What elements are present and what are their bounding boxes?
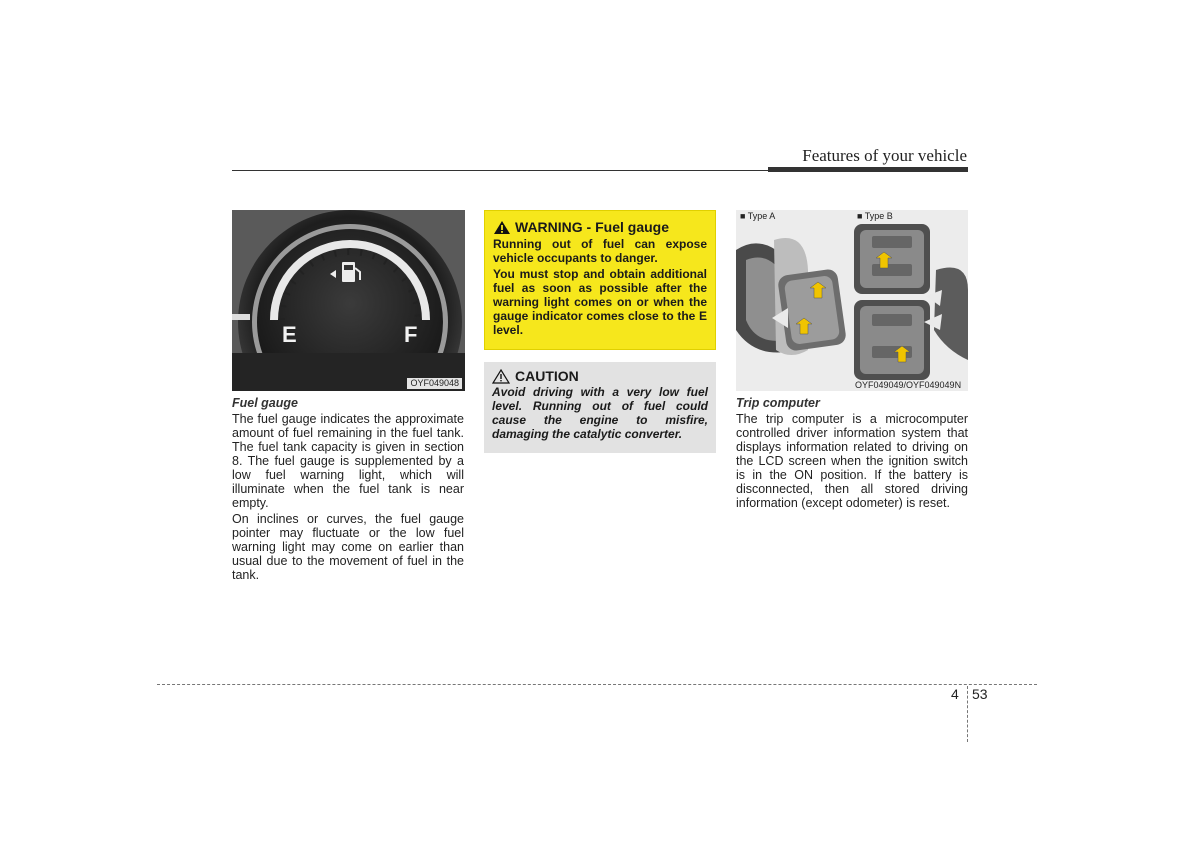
- type-b-label: ■ Type B: [857, 211, 893, 221]
- fuel-gauge-caption: Fuel gauge: [232, 396, 298, 410]
- chapter-number: 4: [951, 686, 959, 702]
- warning-box: [484, 210, 716, 350]
- trip-computer-body: The trip computer is a microcomputer controlled driver information system that displays information related to driving on the LCD screen when the ignition switch is in the ON position. If the battery is disconnected, then all stored driving information (except odometer) is reset.: [736, 412, 968, 510]
- caution-text: Avoid driving with a very low fuel level. Running out of fuel could cause the engine to misfire, damaging the catalytic converter.: [492, 385, 708, 441]
- fuel-gauge-paragraph: On inclines or curves, the fuel gauge pointer may fluctuate or the low fuel warning light may come on earlier than usual due to the movement of fuel in the tank.: [232, 512, 464, 582]
- warning-triangle-icon: [493, 220, 511, 235]
- page-number: 53: [972, 686, 988, 702]
- warning-paragraph: You must stop and obtain additional fuel as soon as possible after the warning light comes on or when the gauge indicator comes close to the E level.: [493, 267, 707, 337]
- fuel-gauge-image: [232, 210, 465, 391]
- fuel-gauge-body: [232, 412, 464, 584]
- gauge-f-label: F: [404, 322, 418, 347]
- caution-box: [484, 362, 716, 453]
- trip-computer-image: [736, 210, 968, 391]
- header-divider: [232, 170, 768, 171]
- trip-computer-caption: Trip computer: [736, 396, 820, 410]
- caution-title-text: CAUTION: [515, 368, 579, 384]
- warning-title-text: WARNING - Fuel gauge: [515, 219, 669, 235]
- type-a-label: ■ Type A: [740, 211, 776, 221]
- fuel-gauge-paragraph: The fuel gauge indicates the approximate amount of fuel remaining in the fuel tank. The fuel tank capacity is given in section 8. The fuel gauge is supplemented by a low fuel warning light, which will illuminate when the fuel tank is near empty.: [232, 412, 464, 510]
- warning-title: [493, 219, 707, 235]
- footer-page-divider: [967, 686, 968, 742]
- warning-paragraph: Running out of fuel can expose vehicle occupants to danger.: [493, 237, 707, 265]
- caution-triangle-icon: [492, 369, 510, 384]
- page-header-title: Features of your vehicle: [802, 146, 967, 165]
- gauge-e-label: E: [282, 322, 297, 347]
- header-divider-bar: [768, 167, 968, 172]
- footer-divider: [157, 684, 1037, 685]
- figure-code: OYF049048: [407, 378, 462, 389]
- caution-title: [492, 368, 708, 384]
- figure-code: OYF049049/OYF049049N: [855, 380, 962, 390]
